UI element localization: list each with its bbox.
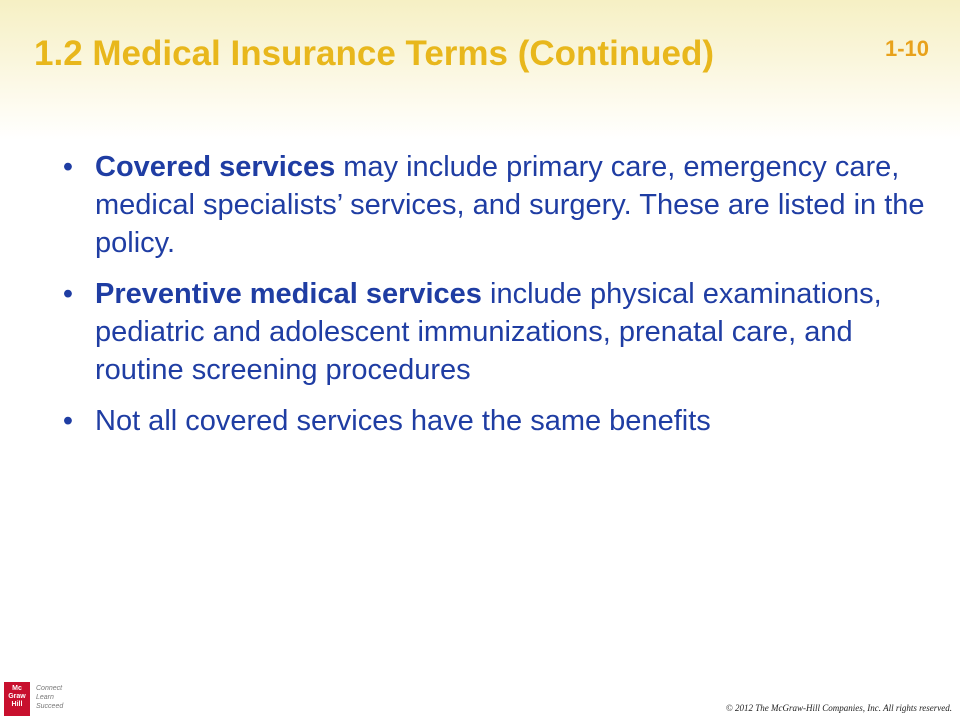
bullet-text: Not all covered services have the same benefits [95, 405, 711, 437]
slide-title: 1.2 Medical Insurance Terms (Continued) [34, 34, 715, 73]
bullet-item-benefits [58, 402, 938, 440]
bullet-text: may include primary care, emergency care, medical specialists’ services, and surgery. These are listed in the policy. [95, 151, 925, 259]
bullet-icon: • [62, 405, 74, 437]
logo-tagline [36, 684, 63, 711]
bullet-icon: • [62, 278, 74, 310]
bullet-icon: • [62, 151, 74, 183]
bullet-list [58, 148, 938, 453]
mcgraw-hill-logo [4, 682, 84, 716]
logo-tagline-line: Succeed [36, 703, 64, 710]
bullet-item-covered-services [58, 148, 938, 262]
logo-tagline-line: Connect [36, 685, 63, 692]
logo-tagline-line: Learn [36, 694, 54, 701]
bullet-text: include physical examinations, pediatric and adolescent immunizations, prenatal care, and routine screening procedures [95, 278, 882, 386]
bullet-item-preventive-services [58, 275, 938, 389]
bullet-term: Covered services [95, 151, 336, 183]
copyright-notice: © 2012 The McGraw-Hill Companies, Inc. All rights reserved. [725, 703, 952, 713]
logo-mark: Mc Graw Hill [4, 682, 30, 716]
slide-number: 1-10 [885, 36, 930, 61]
bullet-term: Preventive medical services [95, 278, 482, 310]
